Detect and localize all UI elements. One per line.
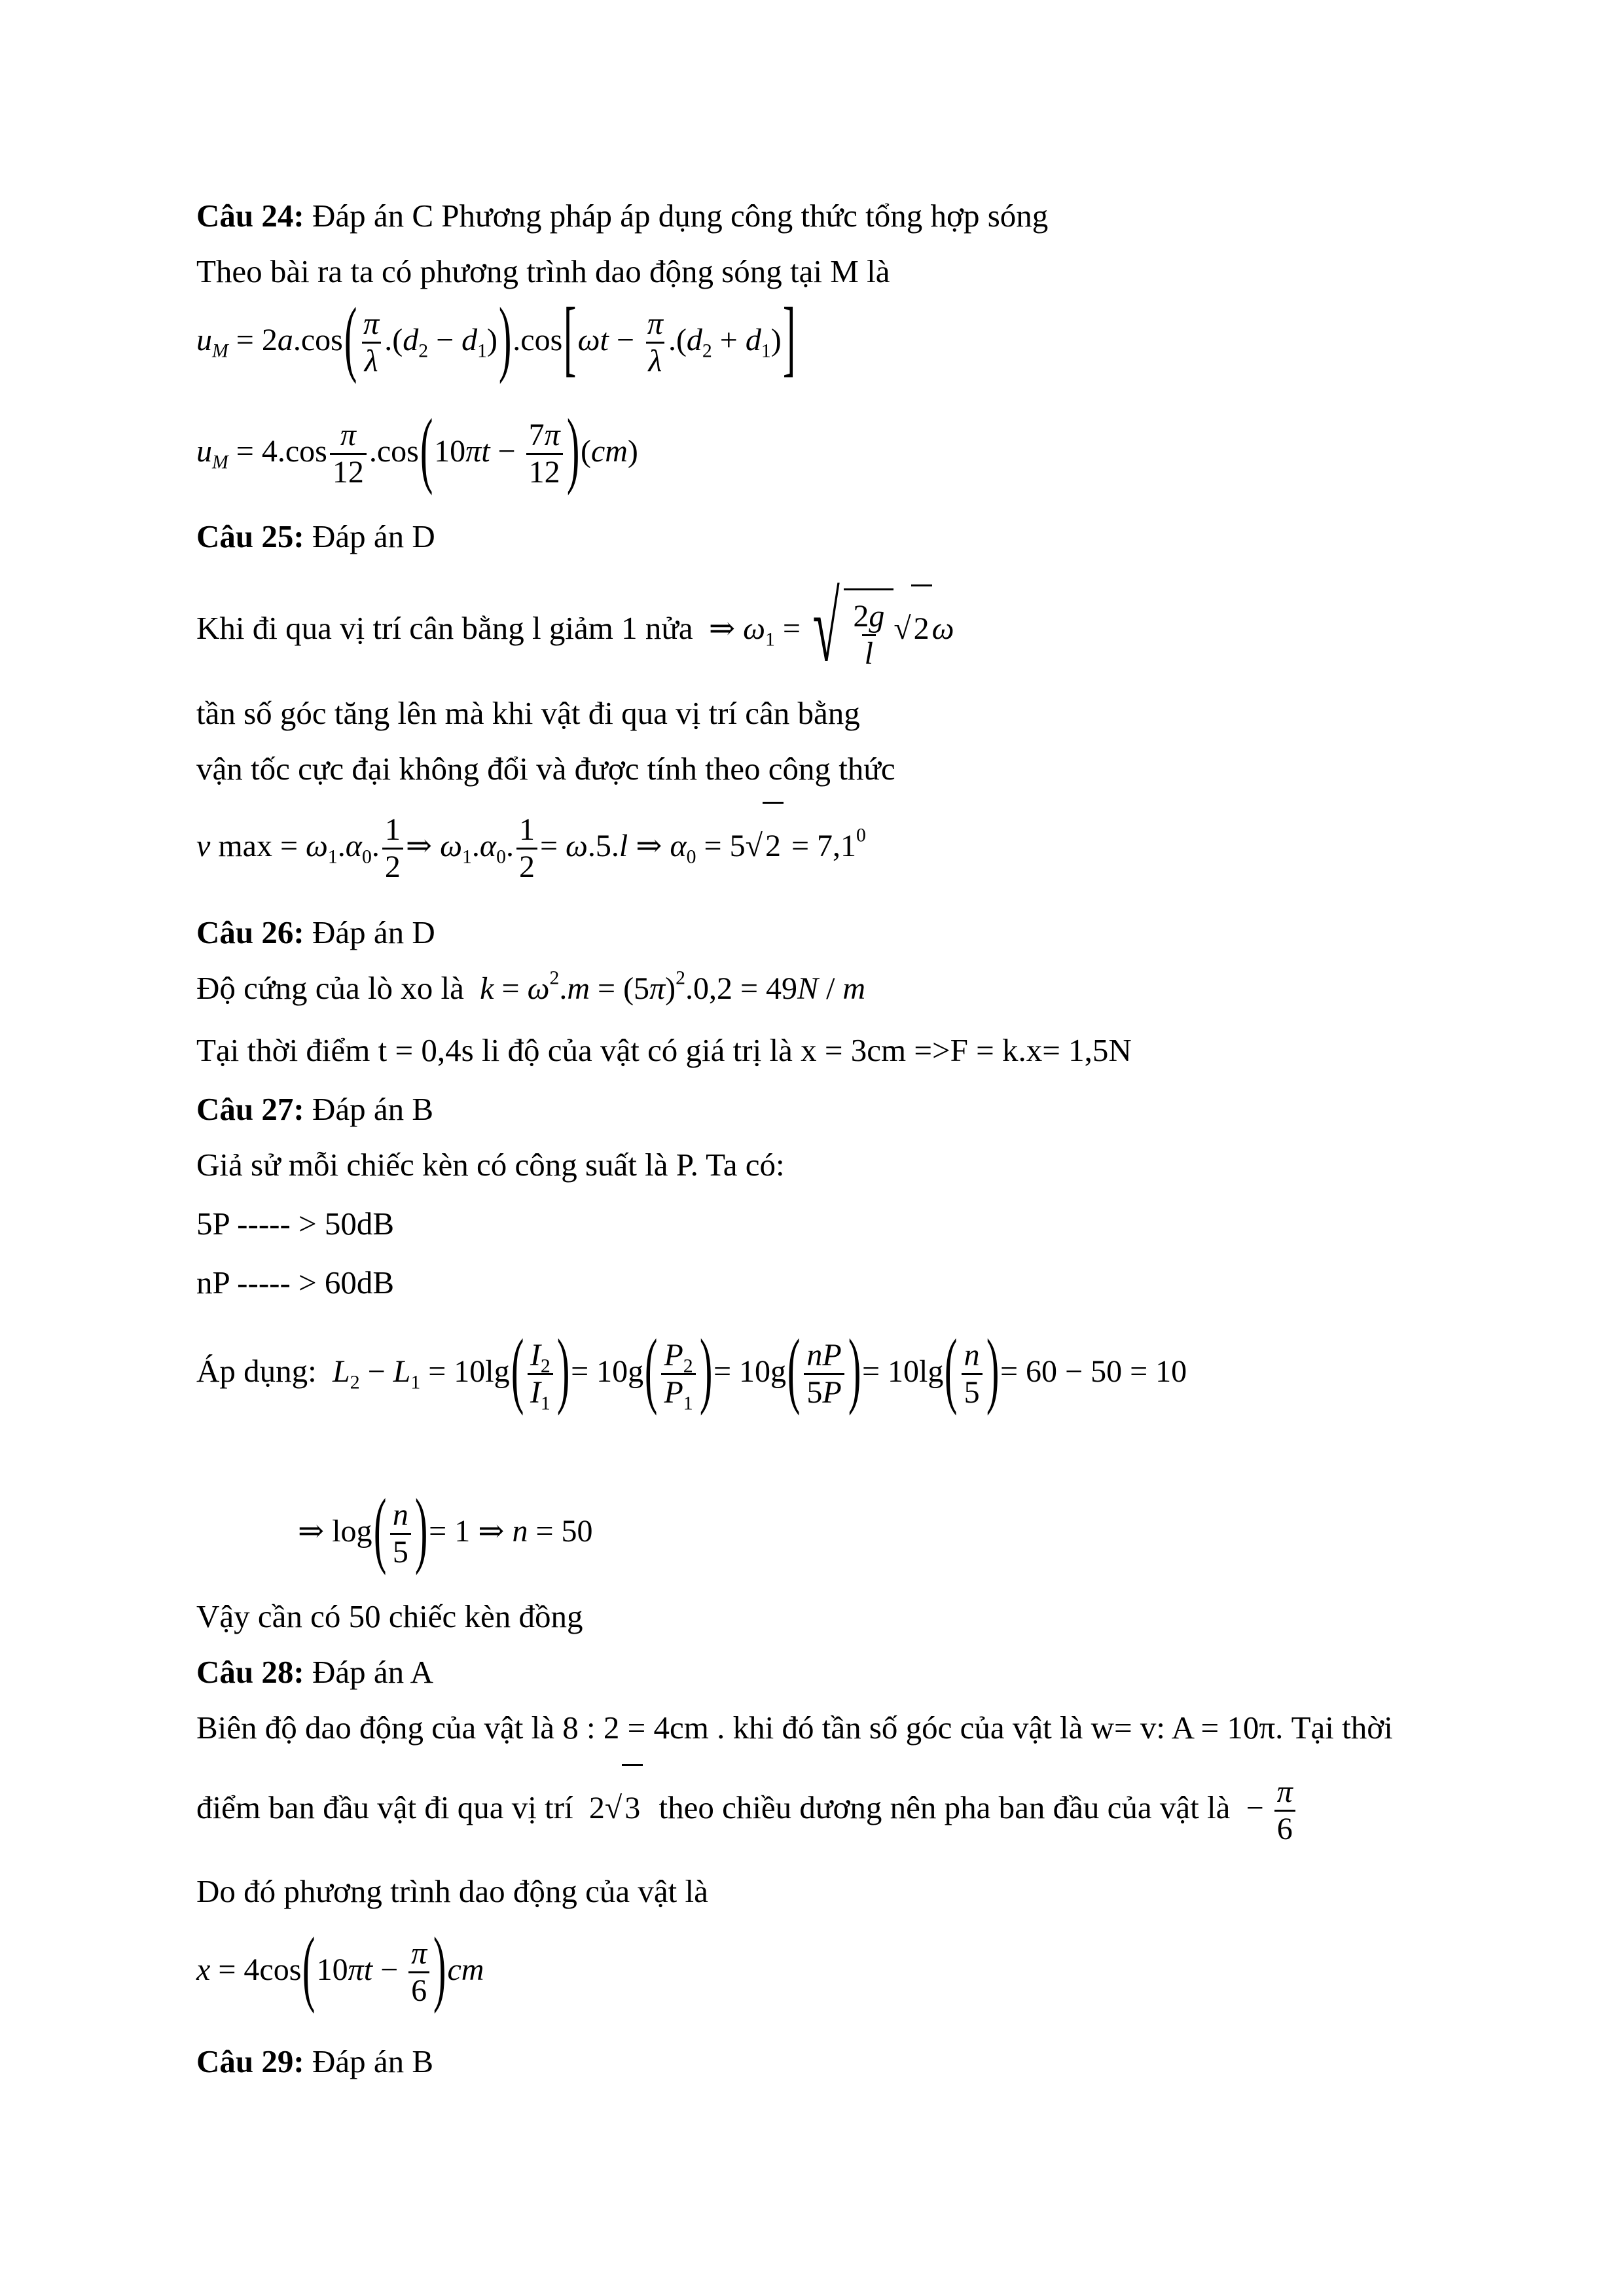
q28-formula-x: x = 4cos(10πt − $\frac{\pi}{6}$ )cm [196, 1920, 484, 2015]
q24-formula-1: $u_M = 2a.\cos$( $\frac{\pi}{\lambda}$ $.(d_2 - d_1)).\cos[\omega t$ − $\frac{\pi}{\lambda}$ $.(d_2 + d_1)$] [196, 290, 796, 385]
q27-formula-log: ⇒ log( $\frac{n}{5}$ )= 1 ⇒ n = 50 [298, 1481, 593, 1576]
q29-answer: Đáp án B [304, 2043, 434, 2079]
q25-formula-vmax: v $\max = \omega_1.\alpha_0$. $\frac{1}{2}$ ⇒ $\omega_1.\alpha_0$. $\frac{1}{2}$ = ω.5.l ⇒ $\alpha_0 = 5√2 = 7,1^0$ [196, 802, 1428, 889]
q24-label: Câu 24: [196, 198, 304, 234]
q27-text-3: nP ----- > 60dB [196, 1265, 395, 1300]
q28-text-3: Do đó phương trình dao động của vật là [196, 1873, 708, 1909]
q27-apply-label: Áp dụng: [196, 1353, 317, 1389]
q26-heading [196, 913, 1428, 952]
q27-apply-line [196, 1321, 1428, 1418]
q26-text-1: Độ cứng của lò xo là [196, 970, 464, 1006]
q25-heading [196, 517, 1428, 556]
q25-formula-omega: ⇒ $\omega_1$ = √ $\frac{2g}{l}$ √2ω [700, 573, 954, 682]
q27-formula-level: $L_2 - L_1 = 10\lg$( $\frac{I_2}{I_1}$ )= 10g( $\frac{P_2}{P_1}$ )= 10g( $\frac{nP}{5P}$ )= 10lg( $\frac{n}{5}$ )= 60 − 50 = 10 [333, 1321, 1187, 1416]
q24-answer: Đáp án C Phương pháp áp dụng công thức tổng hợp sóng [304, 198, 1049, 234]
q27-text-1: Giả sử mỗi chiếc kèn có công suất là P. Ta có: [196, 1147, 785, 1183]
q24-text: Theo bài ra ta có phương trình dao động sóng tại M là [196, 253, 890, 289]
q26-answer: Đáp án D [304, 914, 435, 950]
q28-formula-position: 2√3 [581, 1791, 651, 1825]
q25-label: Câu 25: [196, 518, 304, 554]
q27-text-2: 5P ----- > 50dB [196, 1206, 395, 1242]
q27-answer: Đáp án B [304, 1091, 434, 1127]
q27-conclusion: Vậy cần có 50 chiếc kèn đồng [196, 1598, 583, 1634]
q28-text-1: Biên độ dao động của vật là 8 : 2 = 4cm . khi đó tần số góc của vật là w= v: A = 10π. Tại thời [196, 1710, 1393, 1746]
q28-label: Câu 28: [196, 1654, 304, 1690]
q24-heading [196, 196, 1428, 236]
q29-heading [196, 2042, 1428, 2081]
q28-text-2b: theo chiều dương nên pha ban đầu của vật là [659, 1789, 1231, 1825]
q25-answer: Đáp án D [304, 518, 435, 554]
q28-answer: Đáp án A [304, 1654, 434, 1690]
q28-formula-phase: − $\frac{\pi}{6}$ [1238, 1791, 1298, 1825]
q26-formula-k: $k = \omega^2.m = (5\pi)^2.0,2 = 49N / m$ [480, 967, 866, 1006]
q26-text-2: Tại thời điểm t = 0,4s li độ của vật có giá trị là x = 3cm =>F = k.x= 1,5N [196, 1032, 1132, 1068]
q25-text-1: Khi đi qua vị trí cân bằng l giảm 1 nửa [196, 610, 693, 647]
q29-label: Câu 29: [196, 2043, 304, 2079]
q24-formula-2: $u_M = 4.\cos$ $\frac{\pi}{12}$ .cos(10πt − $\frac{7\pi}{12}$ )(cm) [196, 401, 638, 496]
q27-label: Câu 27: [196, 1091, 304, 1127]
q25-line-1 [196, 573, 1428, 682]
q25-text-3: vận tốc cực đại không đổi và được tính theo công thức [196, 751, 895, 787]
q28-line-2 [196, 1764, 1428, 1851]
q27-heading [196, 1090, 1428, 1129]
q26-line-1 [196, 969, 1428, 1009]
q25-text-2: tần số góc tăng lên mà khi vật đi qua vị trí cân bằng [196, 695, 860, 731]
q28-text-2a: điểm ban đầu vật đi qua vị trí [196, 1789, 573, 1825]
q28-heading [196, 1653, 1428, 1692]
q26-label: Câu 26: [196, 914, 304, 950]
